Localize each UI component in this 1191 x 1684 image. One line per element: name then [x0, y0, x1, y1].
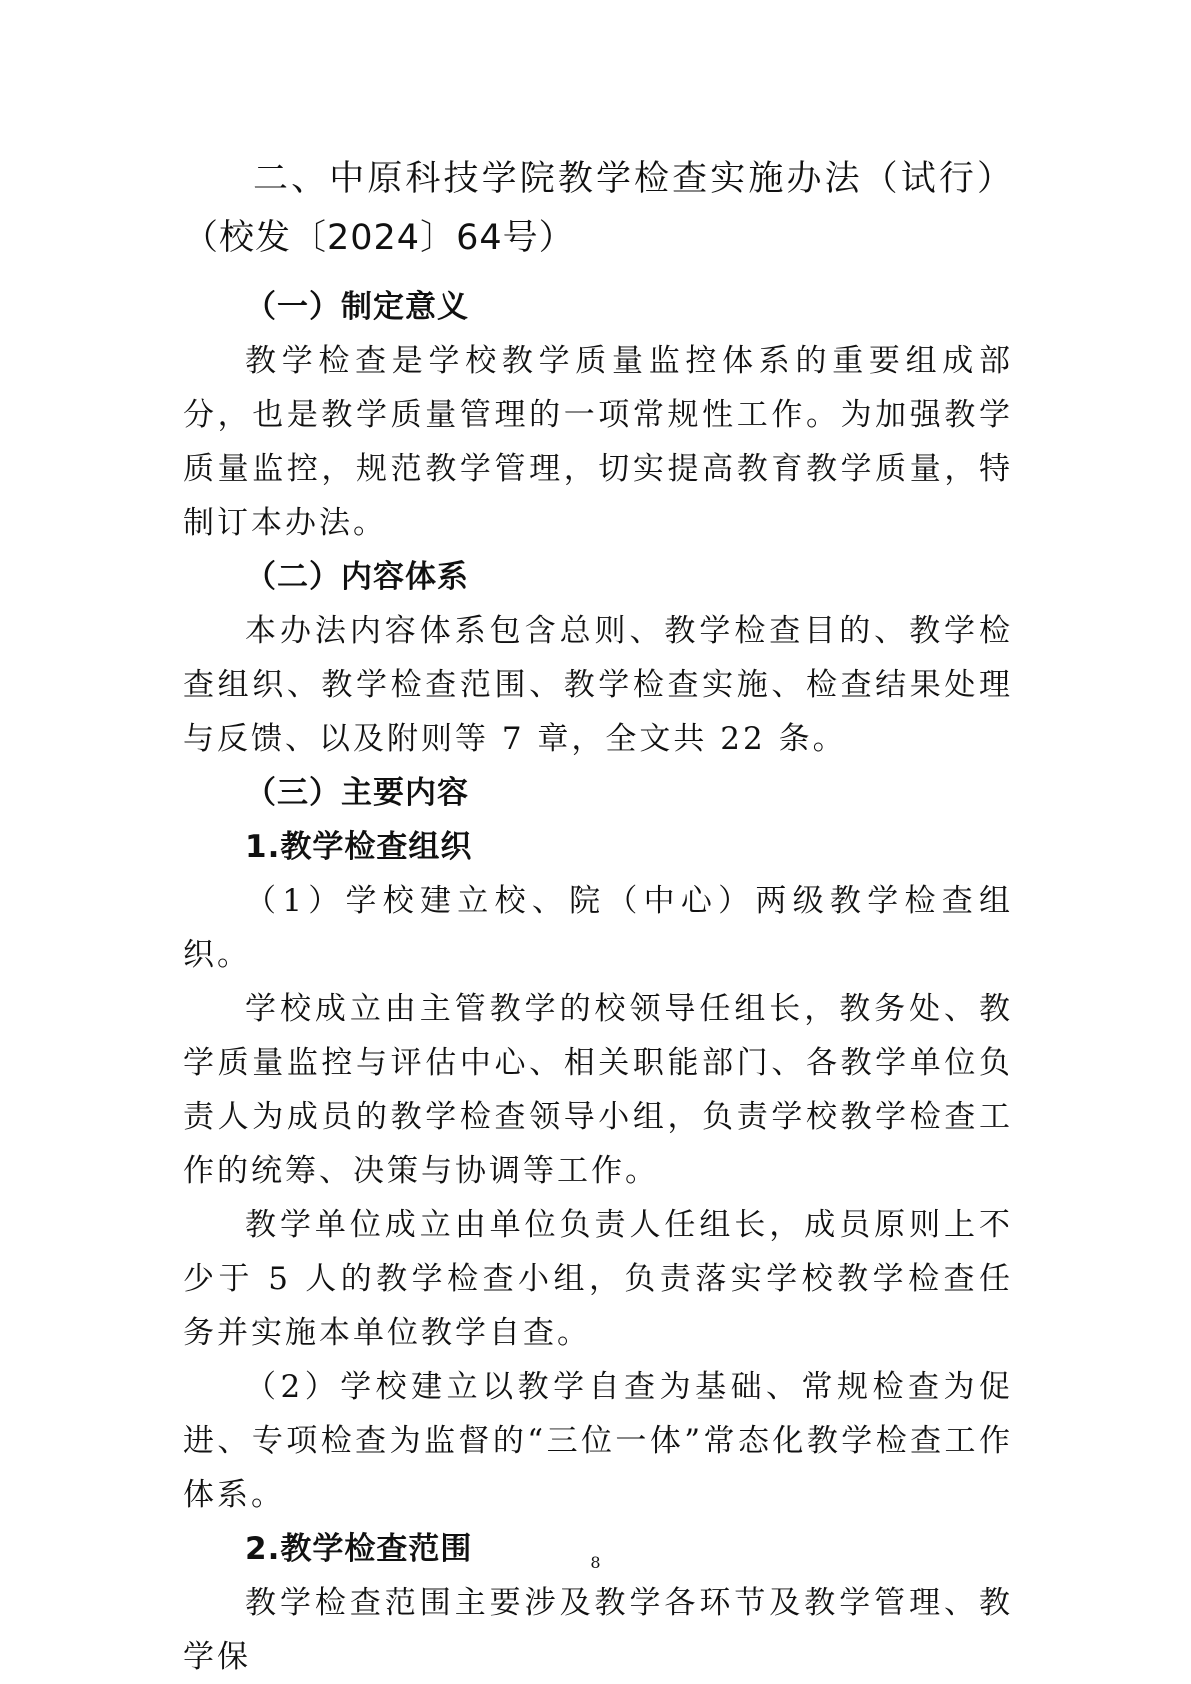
section-heading-1: （一）制定意义 — [245, 289, 469, 325]
section-heading-2: （二）内容体系 — [245, 559, 469, 595]
subsection-1-paragraph-4: （2）学校建立以教学自查为基础、常规检查为促进、专项检查为监督的“三位一体”常态化教学检查工作体系。 — [183, 1369, 1013, 1513]
subsection-2-paragraph-1: 教学检查范围主要涉及教学各环节及教学管理、教学保 — [183, 1585, 1013, 1675]
section-1-paragraph-1: 教学检查是学校教学质量监控体系的重要组成部分，也是教学质量管理的一项常规性工作。为加强教学质量监控，规范教学管理，切实提高教育教学质量，特制订本办法。 — [183, 343, 1013, 541]
document-title: 二、中原科技学院教学检查实施办法（试行）（校发〔2024〕64号） — [183, 159, 1013, 258]
subsection-1-paragraph-2: 学校成立由主管教学的校领导任组长，教务处、教学质量监控与评估中心、相关职能部门、各教学单位负责人为成员的教学检查领导小组，负责学校教学检查工作的统筹、决策与协调等工作。 — [183, 991, 1013, 1189]
subsection-1-paragraph-1: （1）学校建立校、院（中心）两级教学检查组织。 — [183, 883, 1013, 973]
subsection-heading-1: 1.教学检查组织 — [245, 829, 473, 865]
subsection-1-paragraph-3: 教学单位成立由单位负责人任组长，成员原则上不少于 5 人的教学检查小组，负责落实学校教学检查任务并实施本单位教学自查。 — [183, 1207, 1013, 1351]
section-heading-3: （三）主要内容 — [245, 775, 469, 811]
document-body — [183, 150, 1013, 1684]
subsection-heading-2: 2.教学检查范围 — [245, 1531, 473, 1567]
page-number: 8 — [590, 1553, 601, 1572]
section-2-paragraph-1: 本办法内容体系包含总则、教学检查目的、教学检查组织、教学检查范围、教学检查实施、检查结果处理与反馈、以及附则等 7 章，全文共 22 条。 — [183, 613, 1013, 757]
